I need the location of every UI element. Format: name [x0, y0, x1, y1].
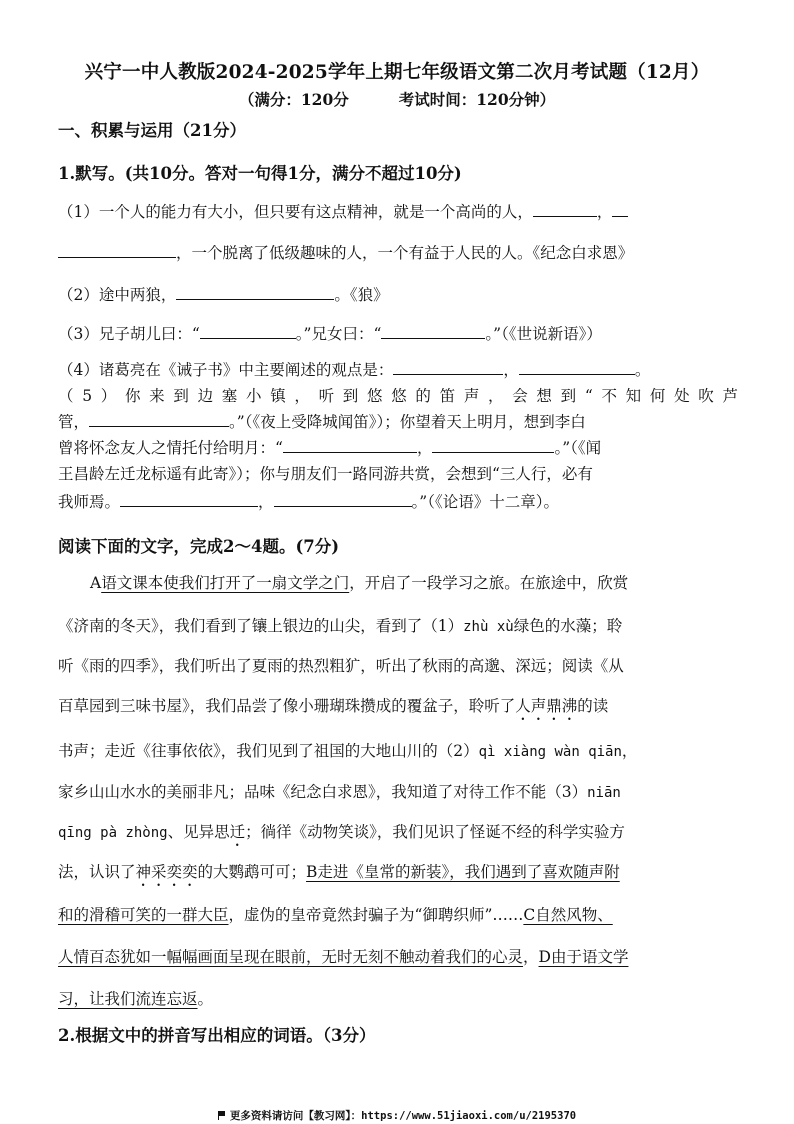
answer-blank[interactable] [200, 324, 296, 339]
passage-line: 习，让我们流连忘返。 [58, 990, 214, 1008]
q1-item-5-line-1: （5）你来到边塞小镇，听到悠悠的笛声，会想到“不知何处吹芦 [58, 387, 738, 405]
passage-line: 《济南的冬天》，我们看到了镶上银边的山尖，看到了（1）zhù xù绿色的水藻；聆 [58, 617, 623, 635]
dotted-char: 迁 [229, 823, 246, 841]
underlined-sentence-c-cont: 人情百态犹如一幅幅画面呈现在眼前，无时无刻不触动着我们的心灵 [58, 948, 524, 966]
underlined-sentence-b: B走进《皇常的新装》，我们遇到了喜欢随声附 [306, 863, 620, 881]
q1-item-4: （4）诸葛亮在《诫子书》中主要阐述的观点是： ， 。 [58, 361, 651, 379]
underlined-sentence-c: C自然风物、 [523, 906, 613, 924]
q1-item-5-line-5: 我师焉。 ， 。”（《论语》十二章）。 [58, 493, 559, 511]
answer-blank[interactable] [58, 243, 176, 258]
q1-item-1-line-1: （1）一个人的能力有大小，但只要有这点精神，就是一个高尚的人， ， [58, 200, 738, 222]
pinyin-3: niān [587, 785, 621, 801]
underlined-sentence-b-cont: 和的滑稽可笑的一群大臣 [58, 906, 229, 924]
footer-link[interactable]: 更多资料请访问【教习网】：https://www.51jiaoxi.com/u/2195370 [229, 1110, 577, 1122]
pinyin-2: qì xiàng wàn qiān [478, 744, 622, 760]
answer-blank[interactable] [176, 285, 334, 300]
passage-line: 听《雨的四季》，我们听出了夏雨的热烈粗犷，听出了秋雨的高邈、深远；阅读《从 [58, 657, 624, 675]
exam-time: 考试时间：120分钟） [398, 90, 556, 109]
answer-blank[interactable] [381, 324, 485, 339]
section-heading: 一、积累与运用（21分） [58, 121, 246, 140]
q1-item-1-line-2: ，一个脱离了低级趣味的人，一个有益于人民的人。《纪念白求恩》 [58, 241, 738, 263]
exam-info [0, 88, 794, 110]
question-2-heading: 2.根据文中的拼音写出相应的词语。（3分） [58, 1026, 376, 1045]
full-score: （满分：120分 [238, 90, 349, 109]
passage-line: 人情百态犹如一幅幅画面呈现在眼前，无时无刻不触动着我们的心灵，D由于语文学 [58, 948, 629, 966]
q1-item-3: （3）兄子胡儿曰：“ 。”兄女曰：“ 。”（《世说新语》） [58, 325, 602, 343]
answer-blank[interactable] [274, 492, 412, 507]
dotted-word: 人声鼎沸 [515, 697, 578, 715]
passage-line: 书声；走近《往事依依》，我们见到了祖国的大地山川的（2）qì xiàng wàn qiān， [58, 742, 638, 760]
footer [0, 1108, 794, 1123]
passage-line: A语文课本使我们打开了一扇文学之门，开启了一段学习之旅。在旅途中，欣赏 [90, 574, 629, 592]
answer-blank[interactable] [432, 438, 554, 453]
answer-blank[interactable] [393, 360, 503, 375]
answer-blank[interactable] [519, 360, 635, 375]
passage-line: 百草园到三味书屋》，我们品尝了像小珊瑚珠攒成的覆盆子，聆听了人声鼎沸的读 [58, 697, 609, 715]
passage-line: qīng pà zhòng、见异思迁；徜徉《动物笑谈》，我们见识了怪诞不经的科学实验方 [58, 823, 625, 841]
dotted-word: 神采奕奕 [135, 863, 198, 881]
page-title: 兴宁一中人教版2024-2025学年上期七年级语文第二次月考试题（12月） [84, 62, 710, 83]
answer-blank[interactable] [120, 492, 258, 507]
question-1-heading: 1.默写。(共10分。答对一句得1分，满分不超过10分) [58, 164, 462, 183]
answer-blank[interactable] [533, 202, 597, 217]
pinyin-3-cont: qīng pà zhòng [58, 825, 168, 841]
answer-blank[interactable] [283, 438, 417, 453]
underlined-sentence-d-cont: 习，让我们流连忘返 [58, 990, 198, 1008]
q1-item-5-line-4: 王昌龄左迁龙标遥有此寄》）；你与朋友们一路同游共赏，会想到“三人行，必有 [58, 465, 593, 483]
q1-item-2: （2）途中两狼， 。《狼》 [58, 286, 389, 304]
passage-line: 和的滑稽可笑的一群大臣，虚伪的皇帝竟然封骗子为“御聘织师”……C自然风物、 [58, 906, 613, 924]
q1-item-5-line-2: 管， 。”（《夜上受降城闻笛》）；你望着天上明月，想到李白 [58, 413, 586, 431]
answer-blank[interactable] [89, 412, 229, 427]
underlined-sentence-d: D由于语文学 [538, 948, 629, 966]
answer-blank[interactable] [612, 202, 628, 217]
reading-heading: 阅读下面的文字，完成2～4题。(7分) [58, 537, 340, 556]
flag-icon [218, 1111, 226, 1120]
pinyin-1: zhù xù [463, 619, 514, 635]
underlined-sentence-a: 语文课本使我们打开了一扇文学之门 [101, 574, 350, 592]
q1-item-5-line-3: 曾将怀念友人之情托付给明月：“ ， 。”（《闻 [58, 439, 602, 457]
passage-line: 法，认识了神采奕奕的大鹦鹉可可；B走进《皇常的新装》，我们遇到了喜欢随声附 [58, 863, 620, 881]
passage-line: 家乡山山水水的美丽非凡；品味《纪念白求恩》，我知道了对待工作不能（3）niān [58, 783, 621, 801]
